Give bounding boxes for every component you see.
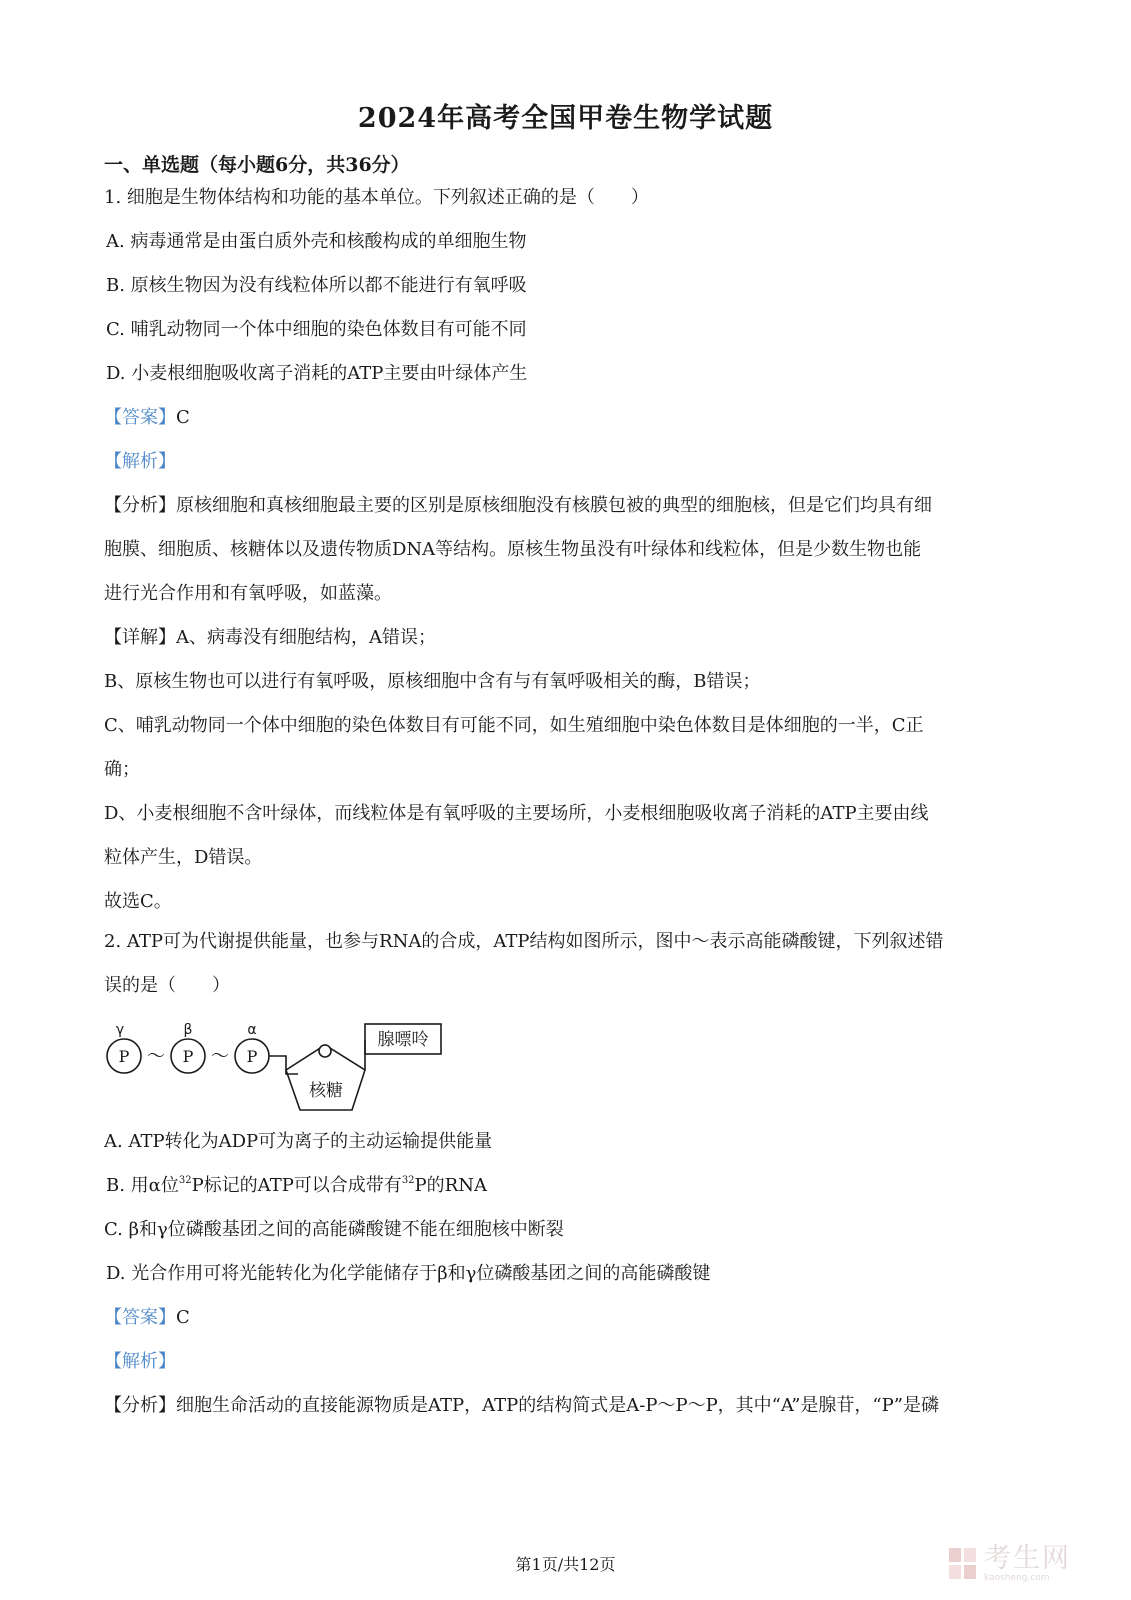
beta-label: β [183, 1022, 193, 1038]
fenxi-tag: 【分析】 [104, 495, 176, 516]
q1-xiangjie-line-5: D、小麦根细胞不含叶绿体，而线粒体是有氧呼吸的主要场所，小麦根细胞吸收离子消耗的ATP主要由线 [104, 803, 929, 824]
page-title: 2024年高考全国甲卷生物学试题 [357, 103, 774, 134]
gamma-label: γ [115, 1022, 125, 1038]
q2-option-b-part-2: P标记的ATP可以合成带有 [191, 1175, 402, 1196]
xiangjie-text: A、病毒没有细胞结构，A错误； [176, 627, 436, 648]
q1-fenxi-line-3: 进行光合作用和有氧呼吸，如蓝藻。 [104, 583, 392, 604]
high-energy-bond-2: ～ [211, 1046, 229, 1067]
isotope-superscript-2: 32 [401, 1175, 415, 1186]
q1-fenxi-line-1 [104, 494, 932, 518]
q2-fenxi-line-1 [104, 1394, 939, 1418]
xiangjie-tag: 【详解】 [104, 627, 176, 648]
q2-jiexi-tag: 【解析】 [104, 1351, 176, 1372]
fenxi-text: 原核细胞和真核细胞最主要的区别是原核细胞没有核膜包被的典型的细胞核，但是它们均具有细 [176, 495, 932, 516]
q1-option-b: B. 原核生物因为没有线粒体所以都不能进行有氧呼吸 [106, 275, 527, 296]
q2-option-c: C. β和γ位磷酸基团之间的高能磷酸键不能在细胞核中断裂 [104, 1219, 564, 1240]
q2-answer [104, 1306, 190, 1330]
fenxi-text: 细胞生命活动的直接能源物质是ATP，ATP的结构简式是A-P～P～P，其中“A”是腺苷，“P”是磷 [176, 1395, 939, 1416]
kaosheng-watermark [948, 1544, 1118, 1584]
q2-option-d: D. 光合作用可将光能转化为化学能储存于β和γ位磷酸基团之间的高能磷酸键 [106, 1263, 711, 1284]
q1-option-d: D. 小麦根细胞吸收离子消耗的ATP主要由叶绿体产生 [106, 363, 528, 384]
kaosheng-logo-icon [948, 1547, 978, 1581]
fenxi-tag: 【分析】 [104, 1395, 176, 1416]
q1-option-c: C. 哺乳动物同一个体中细胞的染色体数目有可能不同 [106, 319, 527, 340]
answer-value: C [176, 1307, 190, 1328]
watermark-cn: 考生网 [984, 1543, 1071, 1574]
phosphate-beta-label: P [182, 1047, 194, 1066]
q2-option-a: A. ATP转化为ADP可为离子的主动运输提供能量 [104, 1131, 493, 1152]
q1-xiangjie-line-2: B、原核生物也可以进行有氧呼吸，原核细胞中含有与有氧呼吸相关的酶，B错误； [104, 671, 761, 692]
high-energy-bond-1: ～ [147, 1046, 165, 1067]
q1-xiangjie-line-3: C、哺乳动物同一个体中细胞的染色体数目有可能不同，如生殖细胞中染色体数目是体细胞的一半，C正 [104, 715, 924, 736]
atp-structure-diagram [100, 1020, 450, 1124]
q1-xiangjie-line-1 [104, 626, 436, 650]
q1-jiexi-tag: 【解析】 [104, 451, 176, 472]
q2-stem-line-2: 误的是（ ） [104, 975, 230, 996]
section-heading: 一、单选题（每小题6分，共36分） [104, 154, 410, 176]
q1-conclusion: 故选C。 [104, 891, 172, 912]
phosphate-gamma-label: P [118, 1047, 130, 1066]
q1-xiangjie-line-6: 粒体产生，D错误。 [104, 847, 263, 868]
phosphate-alpha-label: P [246, 1047, 258, 1066]
adenine-label: 腺嘌呤 [377, 1030, 429, 1050]
q2-option-b-part-1: B. 用α位 [106, 1175, 179, 1196]
q1-option-a: A. 病毒通常是由蛋白质外壳和核酸构成的单细胞生物 [106, 231, 527, 252]
watermark-en: kaosheng.com [984, 1573, 1050, 1583]
ribose-oxygen [319, 1045, 331, 1057]
ribose-label: 核糖 [309, 1081, 343, 1101]
q2-stem-line-1: 2. ATP可为代谢提供能量，也参与RNA的合成，ATP结构如图所示，图中～表示高能磷酸键，下列叙述错 [104, 931, 944, 952]
q1-fenxi-line-2: 胞膜、细胞质、核糖体以及遗传物质DNA等结构。原核生物虽没有叶绿体和线粒体，但是少数生物也能 [104, 539, 922, 560]
answer-tag: 【答案】 [104, 1307, 176, 1328]
q1-stem: 1. 细胞是生物体结构和功能的基本单位。下列叙述正确的是（ ） [104, 187, 649, 208]
answer-tag: 【答案】 [104, 407, 176, 428]
q1-xiangjie-line-4: 确； [104, 759, 140, 780]
page-footer: 第1页/共12页 [515, 1555, 616, 1574]
q2-option-b [106, 1174, 487, 1198]
answer-value: C [176, 407, 190, 428]
q1-answer [104, 406, 190, 430]
alpha-label: α [247, 1022, 257, 1038]
isotope-superscript-1: 32 [178, 1175, 192, 1186]
q2-option-b-part-3: P的RNA [414, 1175, 487, 1196]
